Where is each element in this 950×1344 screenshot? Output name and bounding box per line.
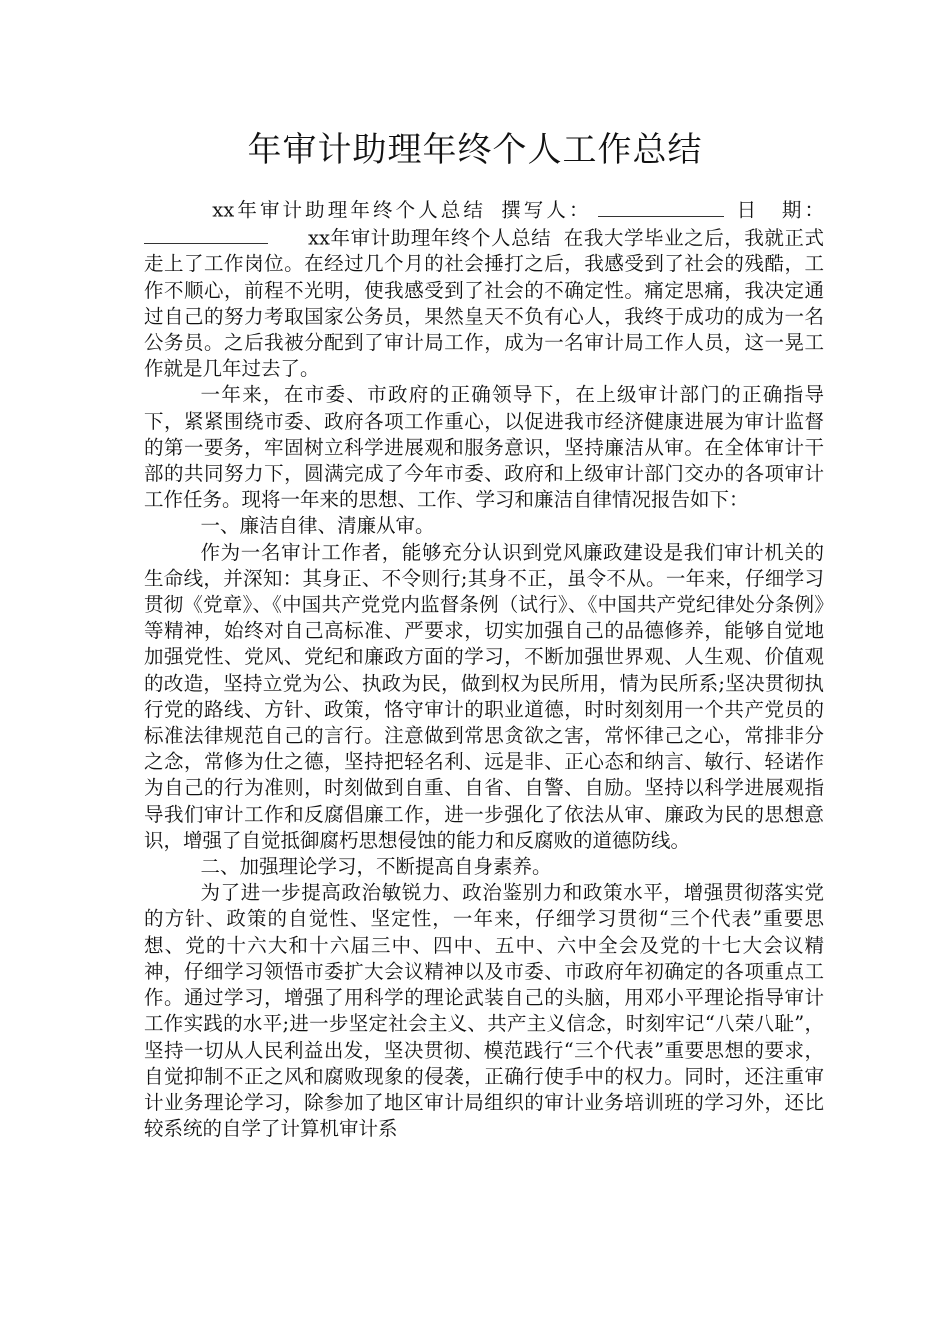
paragraph: 作为一名审计工作者，能够充分认识到党风廉政建设是我们审计机关的生命线，并深知：其身正、不令则行;其身不正，虽令不从。一年来，仔细学习贯彻《党章》、《中国共产党党内监督条例（试行》、《中国共产党纪律处分条例》等精神，始终对自己高标准、严要求，切实加强自己的品德修养，能够自觉地加强党性、党风、党纪和廉政方面的学习，不断加强世界观、人生观、价值观的改造，坚持立党为公、执政为民，做到权为民所用，情为民所系;坚决贯彻执行党的路线、方针、政策，恪守审计的职业道德，时时刻刻用一个共产党员的标准法律规范自己的言行。注意做到常思贪欲之害，常怀律己之心，常排非分之念，常修为仕之德，坚持把轻名利、远是非、正心态和纳言、敏行、轻诺作为自己的行为准则，时刻做到自重、自省、自警、自励。坚持以科学进展观指导我们审计工作和反腐倡廉工作，进一步强化了依法从审、廉政为民的思想意识，增强了自觉抵御腐朽思想侵蚀的能力和反腐败的道德防线。 bbox=[144, 540, 824, 852]
date-blank bbox=[144, 224, 268, 245]
document-meta bbox=[144, 196, 824, 382]
paragraph: 一年来，在市委、市政府的正确领导下，在上级审计部门的正确指导下，紧紧围绕市委、政府各项工作重心，以促进我市经济健康进展为审计监督的第一要务，牢固树立科学进展观和服务意识，坚持廉洁从审。在全体审计干部的共同努力下，圆满完成了今年市委、政府和上级审计部门交办的各项审计工作任务。现将一年来的思想、工作、学习和廉洁自律情况报告如下： bbox=[144, 383, 824, 512]
paragraph: 为了进一步提高政治敏锐力、政治鉴别力和政策水平，增强贯彻落实党的方针、政策的自觉性、坚定性，一年来，仔细学习贯彻“三个代表”重要思想、党的十六大和十六届三中、四中、五中、六中全会及党的十七大会议精神，仔细学习领悟市委扩大会议精神以及市委、市政府年初确定的各项重点工作。通过学习，增强了用科学的理论武装自己的头脑，用邓小平理论指导审计工作实践的水平;进一步坚定社会主义、共产主义信念，时刻牢记“八荣八耻”，坚持一切从人民利益出发，坚决贯彻、模范践行“三个代表”重要思想的要求，自觉抑制不正之风和腐败现象的侵袭，正确行使手中的权力。同时，还注重审计业务理论学习，除参加了地区审计局组织的审计业务培训班的学习外，还比较系统的自学了计算机审计系 bbox=[144, 881, 824, 1141]
author-label: 撰写人： bbox=[498, 198, 592, 222]
author-blank bbox=[598, 196, 724, 217]
section-heading: 一、廉洁自律、清廉从审。 bbox=[200, 514, 435, 538]
summary-title-2: xx年审计助理年终个人总结 bbox=[308, 226, 552, 250]
date-label: 日 期： bbox=[733, 198, 824, 222]
document-title: 年审计助理年终个人工作总结 bbox=[247, 130, 703, 170]
paragraph-intro: 在我大学毕业之后，我就正式走上了工作岗位。在经过几个月的社会捶打之后，我感受到了社会的残酷，工作不顺心，前程不光明，使我感受到了社会的不确定性。痛定思痛，我决定通过自己的努力考取国家公务员，果然皇天不负有心人，我终于成功的成为一名公务员。之后我被分配到了审计局工作，成为一名审计局工作人员，这一晃工作就是几年过去了。 bbox=[144, 226, 824, 381]
section-heading: 二、加强理论学习，不断提高自身素养。 bbox=[200, 855, 552, 879]
summary-title: xx年审计助理年终个人总结 bbox=[212, 198, 487, 222]
document-body bbox=[144, 196, 824, 1142]
